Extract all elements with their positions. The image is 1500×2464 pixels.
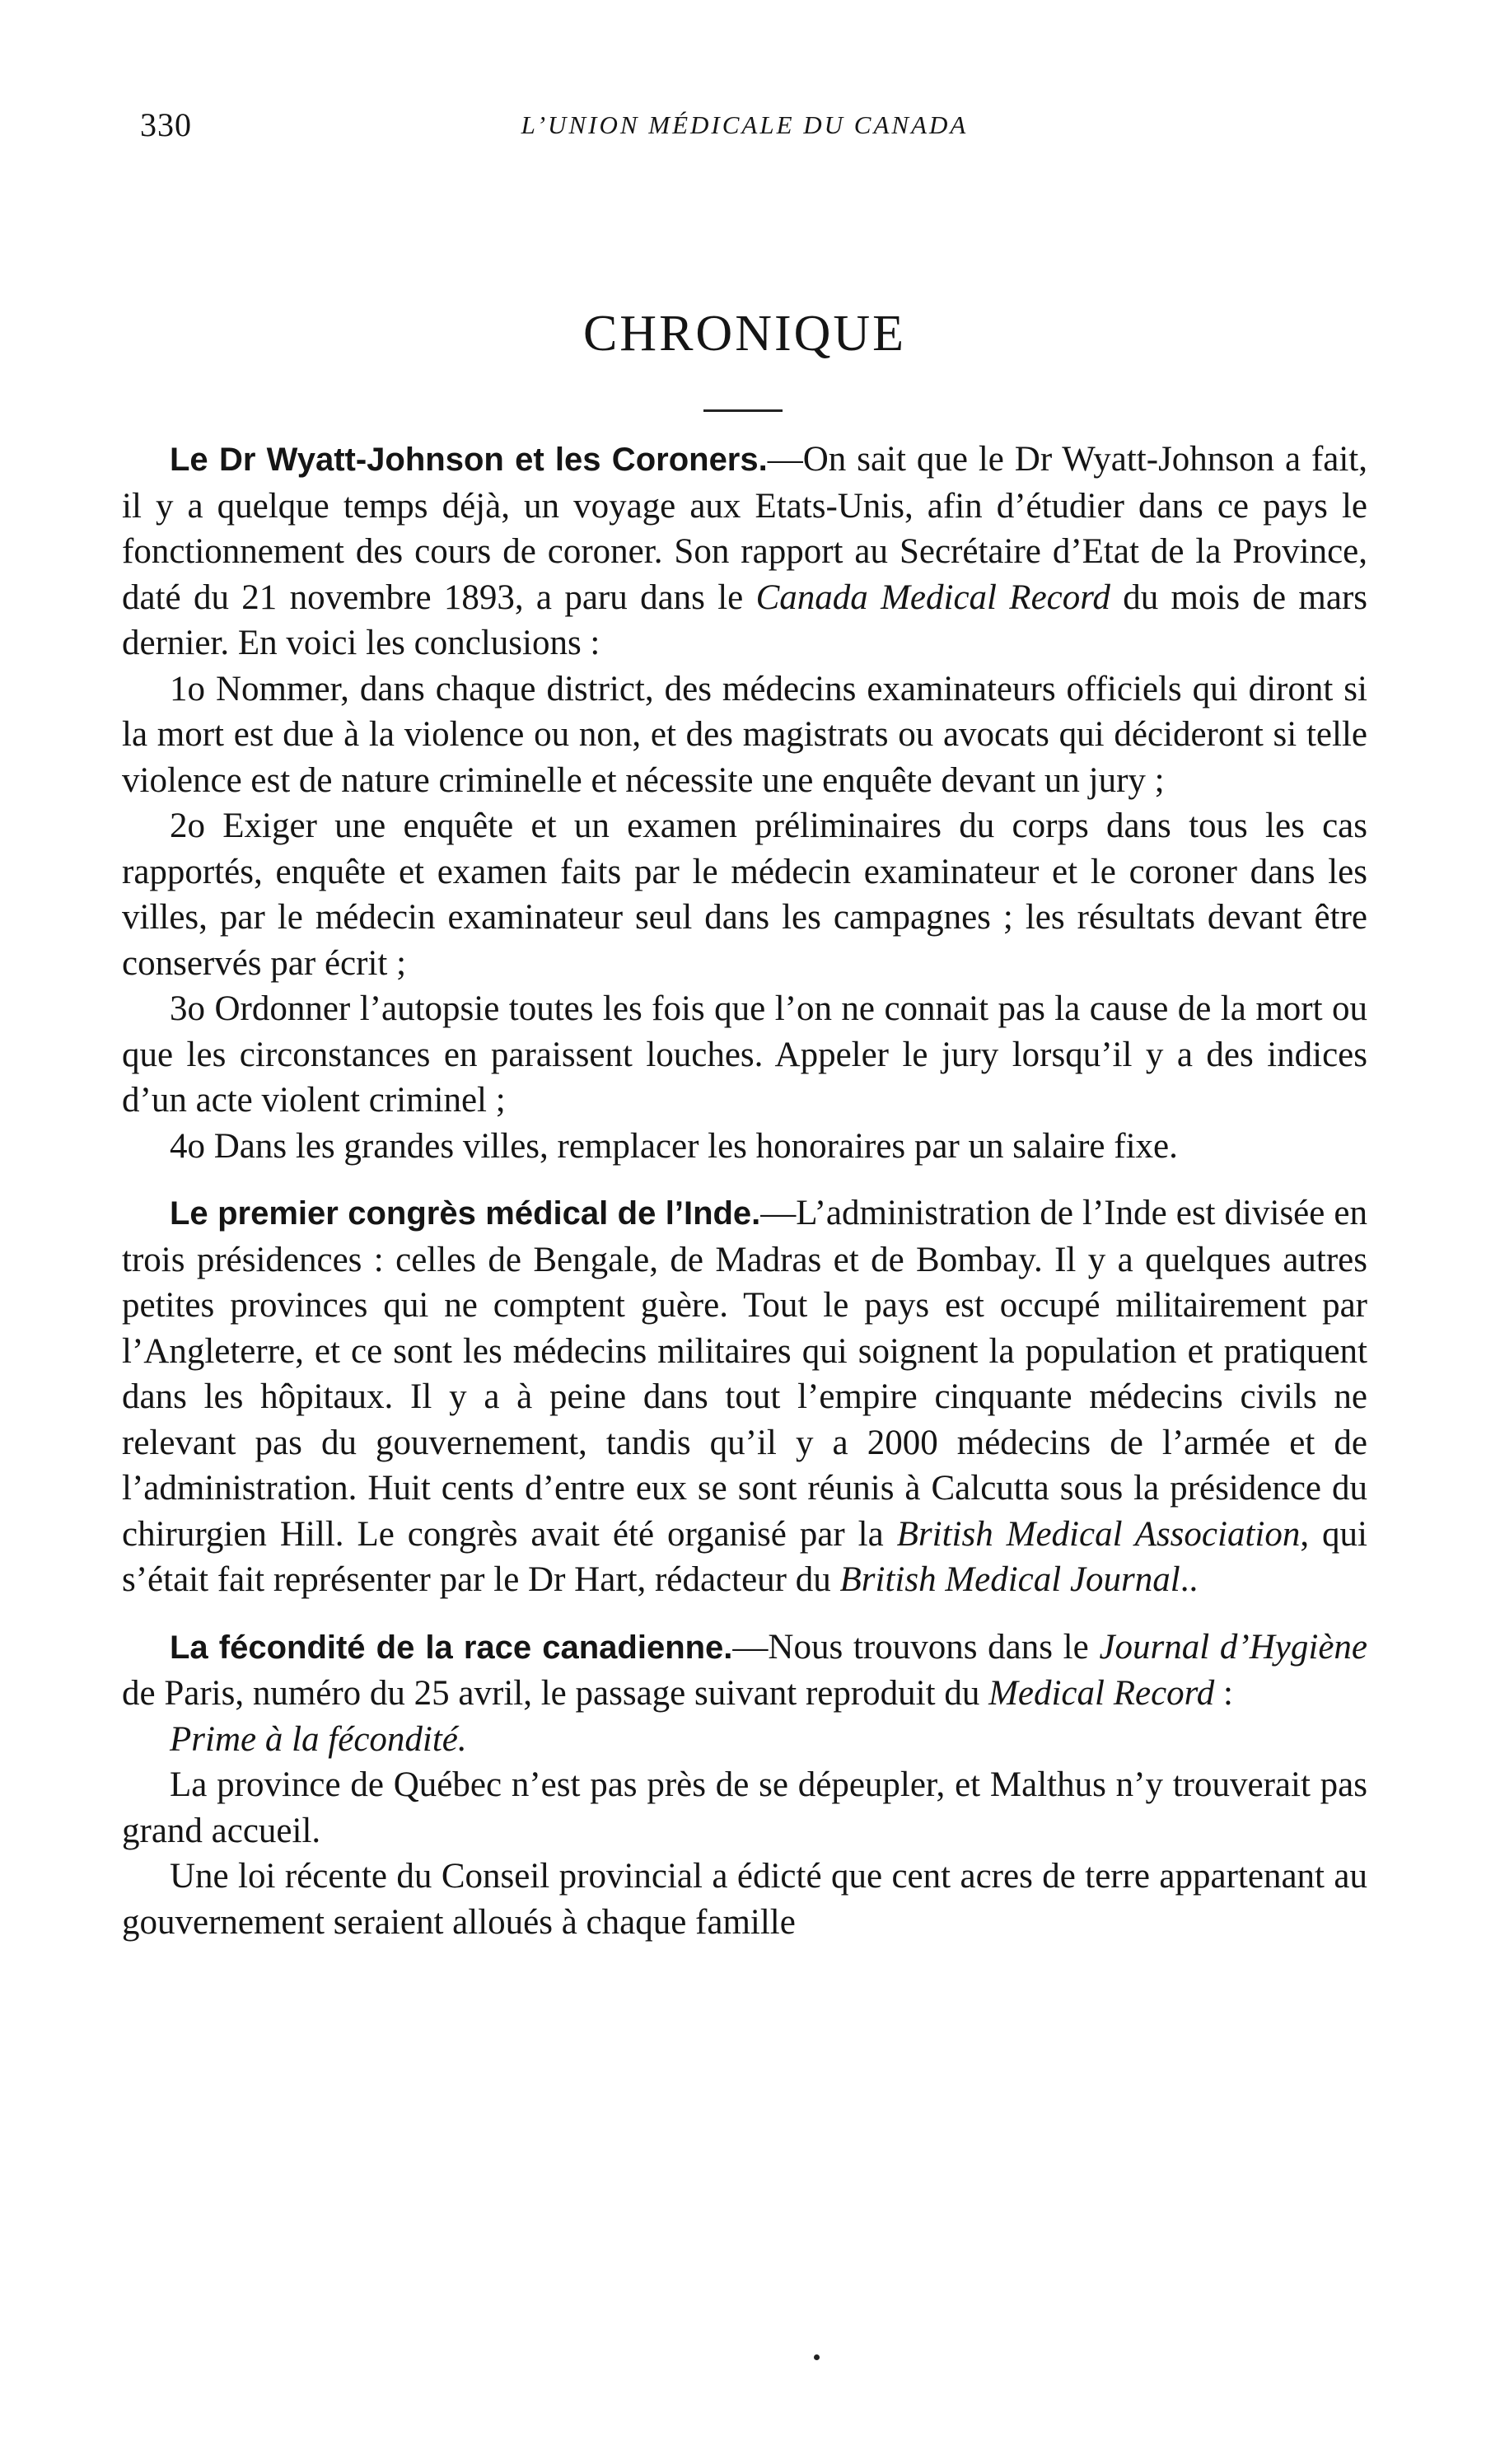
list-item: 2o Exiger une enquête et un examen préliminaires du corps dans tous les cas rapportés, enquête et examen faits par le médecin examinateur et le coroner dans les villes, par le médecin examinateur seul dans les campagnes ; les résultats devant être conservés par écrit ; [122,807,1367,983]
journal-title: Journal d’Hygiène [1099,1627,1367,1667]
heading-dash: — [732,1627,769,1667]
quote-subtitle: Prime à la fécondité. [170,1719,467,1759]
list-item: 1o Nommer, dans chaque district, des médecins examinateurs officiels qui diront si la mort est due à la violence ou non, et des magistrats ou avocats qui décideront si telle violence est de nature criminelle et nécessite une enquête devant un jury ; [122,669,1367,800]
organization-name: British Medical Association [896,1514,1301,1554]
body-text: de Paris, numéro du 25 avril, le passage suivant reproduit du [122,1674,989,1713]
page-header [122,105,1367,155]
list-item: 3o Ordonner l’autopsie toutes les fois que l’on ne connait pas la cause de la mort ou que les circonstances en paraissent louches. Appeler le jury lorsqu’il y a des indices d’un acte violent criminel ; [122,989,1367,1120]
intro-text-end: du mois de mars dernier. En voici les conclusions : [122,577,1367,662]
paragraph-inde [122,1190,1367,1603]
article-body [122,437,1367,1945]
article-heading-inde: Le premier congrès médical de l’Inde. [170,1195,761,1232]
paragraph-fecondite [122,1625,1367,1717]
article-heading-fecondite: La fécondité de la race canadienne. [170,1629,733,1666]
page-number: 330 [140,106,192,143]
body-text: , qui s’était fait représenter par le Dr Hart, rédacteur du [122,1514,1367,1599]
body-text: L’administration de l’Inde est divisée en trois présidences : celles de Bengale, de Madras et de Bombay. Il y a quelques autres petites provinces qui ne comptent guère. Tout le pays est occupé militairement par l’Angleterre, et ce sont les médecins militaires qui soignent la population et pratiquent dans les hôpitaux. Il y a à peine dans tout l’empire cinquante médecins civils ne relevant pas du gouvernement, tandis qu’il y a 2000 médecins de l’armée et de l’administration. Huit cents d’entre eux se sont réunis à Calcutta sous la présidence du chirurgien Hill. Le congrès avait été organisé par la [122,1194,1367,1554]
section-title: CHRONIQUE [582,306,907,362]
title-divider [703,409,783,412]
journal-title: Canada Medical Record [755,577,1110,617]
body-text: : [1214,1674,1233,1713]
quote-paragraph: Une loi récente du Conseil provincial a édicté que cent acres de terre appartenant au gouvernement seraient alloués à chaque famille [122,1857,1367,1942]
intro-text: On sait que le Dr Wyatt-Johnson a fait, il y a quelque temps déjà, un voyage aux Etats-Unis, afin d’étudier dans ce pays le fonctionnement des cours de coroner. Son rapport au Secrétaire d’Etat de la Province, daté du 21 novembre 1893, a paru dans le [122,440,1367,617]
journal-title: Medical Record [988,1674,1215,1713]
heading-dash: — [760,1194,797,1232]
running-head: L’UNION MÉDICALE DU CANADA [521,110,969,139]
body-text: Nous trouvons dans le [768,1627,1100,1667]
article-heading-coroners: Le Dr Wyatt-Johnson et les Coroners. [170,442,768,478]
list-item: 4o Dans les grandes villes, remplacer les honoraires par un salaire fixe. [170,1126,1178,1166]
footer-mark [814,2354,820,2360]
heading-dash: — [767,440,803,479]
document-page [122,0,1367,2464]
body-text: .. [1180,1560,1199,1599]
journal-title: British Medical Journal [839,1560,1180,1599]
paragraph-coroners-intro [122,437,1367,666]
quote-paragraph: La province de Québec n’est pas près de se dépeupler, et Malthus n’y trouverait pas grand accueil. [122,1765,1367,1850]
